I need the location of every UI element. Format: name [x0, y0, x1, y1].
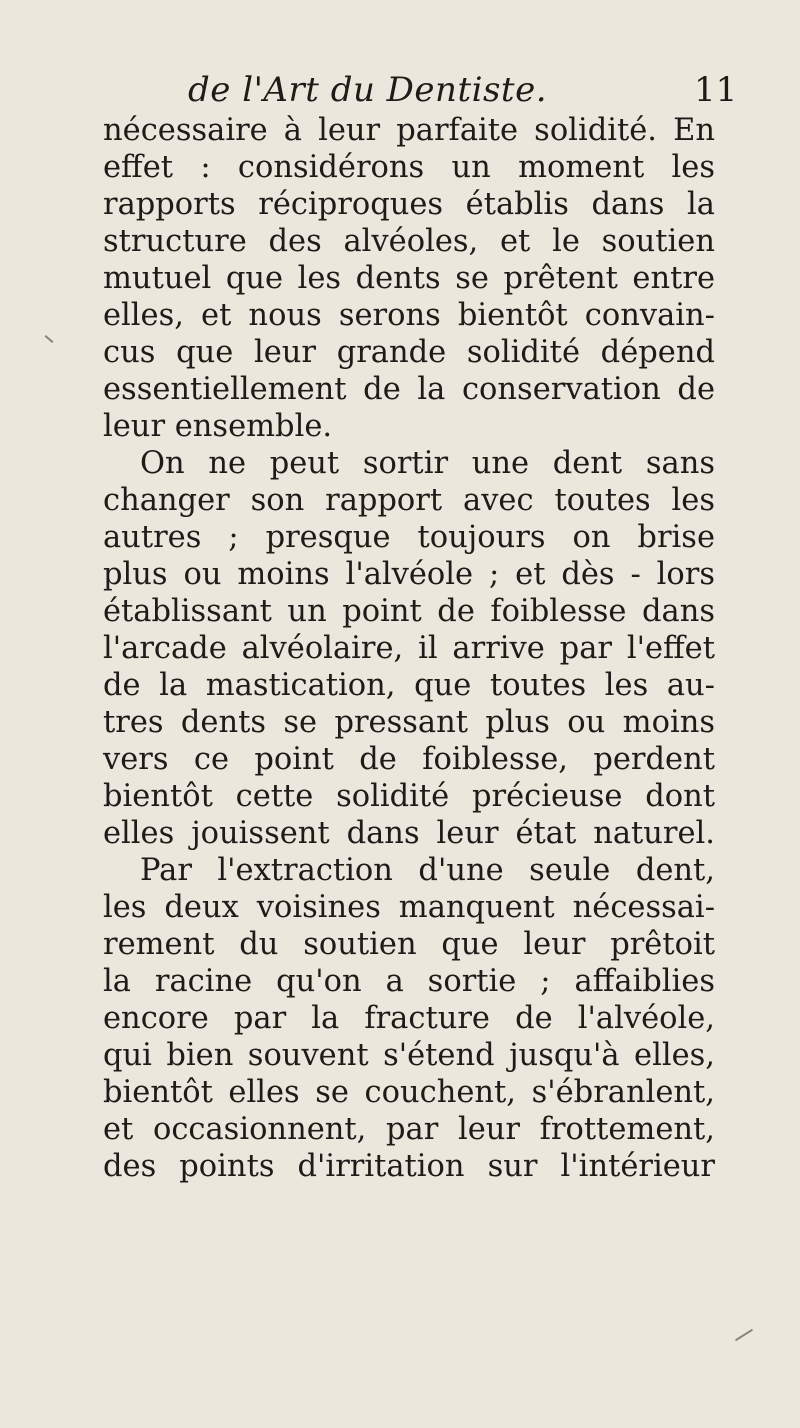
text-line: bientôt cette solidité précieuse dont [103, 779, 715, 814]
text-line: effet : considérons un moment les [103, 150, 715, 185]
text-line: les deux voisines manquent nécessai- [103, 890, 715, 925]
text-line: nécessaire à leur parfaite solidité. En [103, 113, 715, 148]
text-line: rement du soutien que leur prêtoit [103, 927, 715, 962]
text-line: elles jouissent dans leur état naturel. [103, 816, 715, 851]
text-line: qui bien souvent s'étend jusqu'à elles, [103, 1038, 715, 1073]
text-line: des points d'irritation sur l'intérieur [103, 1149, 715, 1184]
corner-mark [735, 1329, 753, 1341]
text-line: encore par la fracture de l'alvéole, [103, 1001, 715, 1036]
page-number: 11 [694, 70, 738, 110]
text-line: l'arcade alvéolaire, il arrive par l'effet [103, 631, 715, 666]
text-line: rapports réciproques établis dans la [103, 187, 715, 222]
text-line: Par l'extraction d'une seule dent, [140, 853, 715, 888]
text-line: mutuel que les dents se prêtent entre [103, 261, 715, 296]
text-line: On ne peut sortir une dent sans [140, 446, 715, 481]
text-line: plus ou moins l'alvéole ; et dès - lors [103, 557, 715, 592]
text-line: tres dents se pressant plus ou moins [103, 705, 715, 740]
text-line: de la mastication, que toutes les au- [103, 668, 715, 703]
text-line: changer son rapport avec toutes les [103, 483, 715, 518]
text-line: elles, et nous serons bientôt convain- [103, 298, 715, 333]
text-line: et occasionnent, par leur frottement, [103, 1112, 715, 1147]
text-line: bientôt elles se couchent, s'ébranlent, [103, 1075, 715, 1110]
text-line: autres ; presque toujours on brise [103, 520, 715, 555]
text-line: vers ce point de foiblesse, perdent [103, 742, 715, 777]
text-line: établissant un point de foiblesse dans [103, 594, 715, 629]
text-line: structure des alvéoles, et le soutien [103, 224, 715, 259]
text-line: essentiellement de la conservation de [103, 372, 715, 407]
margin-mark [45, 335, 54, 343]
page-header [0, 70, 800, 114]
text-line: leur ensemble. [103, 409, 333, 444]
running-title: de l'Art du Dentiste. [188, 70, 548, 110]
text-line: la racine qu'on a sortie ; affaiblies [103, 964, 715, 999]
text-line: cus que leur grande solidité dépend [103, 335, 715, 370]
